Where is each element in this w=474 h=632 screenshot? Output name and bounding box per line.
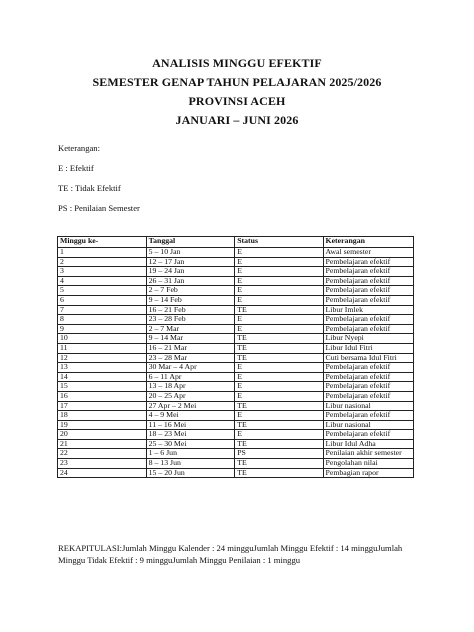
table-row bbox=[58, 334, 414, 344]
cell-date: 4 – 9 Mei bbox=[146, 411, 235, 421]
cell-note: Pembelajaran efektif bbox=[323, 295, 413, 305]
cell-note: Pembelajaran efektif bbox=[323, 324, 413, 334]
cell-week: 22 bbox=[58, 449, 147, 459]
header-status: Status bbox=[235, 237, 323, 248]
table-row bbox=[58, 363, 414, 373]
cell-note: Awal semester bbox=[323, 248, 413, 258]
legend-item-not-effective: TE : Tidak Efektif bbox=[58, 183, 121, 193]
cell-date: 16 – 21 Feb bbox=[146, 305, 235, 315]
cell-note: Pengolahan nilai bbox=[323, 459, 413, 469]
cell-date: 5 – 10 Jan bbox=[146, 248, 235, 258]
cell-status: E bbox=[235, 315, 323, 325]
cell-note: Libur nasional bbox=[323, 420, 413, 430]
cell-week: 19 bbox=[58, 420, 147, 430]
cell-status: E bbox=[235, 363, 323, 373]
document-title: ANALISIS MINGGU EFEKTIF bbox=[152, 56, 322, 70]
cell-status: E bbox=[235, 286, 323, 296]
legend-item-effective: E : Efektif bbox=[58, 163, 94, 173]
table-row bbox=[58, 468, 414, 478]
cell-status: TE bbox=[235, 468, 323, 478]
cell-note: Pembelajaran efektif bbox=[323, 267, 413, 277]
cell-week: 14 bbox=[58, 372, 147, 382]
cell-note: Pembelajaran efektif bbox=[323, 430, 413, 440]
cell-week: 17 bbox=[58, 401, 147, 411]
cell-note: Pembelajaran efektif bbox=[323, 391, 413, 401]
cell-week: 4 bbox=[58, 276, 147, 286]
cell-status: E bbox=[235, 430, 323, 440]
cell-date: 11 – 16 Mei bbox=[146, 420, 235, 430]
cell-week: 10 bbox=[58, 334, 147, 344]
cell-status: TE bbox=[235, 459, 323, 469]
cell-week: 23 bbox=[58, 459, 147, 469]
recap-summary: REKAPITULASI:Jumlah Minggu Kalender : 24 mingguJumlah Minggu Efektif : 14 mingguJumlah Minggu Tidak Efektif : 9 mingguJumlah Minggu Penilaian : 1 minggu bbox=[58, 543, 403, 565]
legend-heading: Keterangan: bbox=[58, 143, 100, 153]
cell-date: 13 – 18 Apr bbox=[146, 382, 235, 392]
cell-status: TE bbox=[235, 353, 323, 363]
cell-date: 16 – 21 Mar bbox=[146, 343, 235, 353]
cell-note: Pembelajaran efektif bbox=[323, 382, 413, 392]
table-row bbox=[58, 391, 414, 401]
cell-week: 11 bbox=[58, 343, 147, 353]
cell-note: Pembelajaran efektif bbox=[323, 276, 413, 286]
cell-status: E bbox=[235, 411, 323, 421]
cell-week: 15 bbox=[58, 382, 147, 392]
table-row bbox=[58, 248, 414, 258]
cell-week: 2 bbox=[58, 257, 147, 267]
table-row bbox=[58, 267, 414, 277]
cell-date: 30 Mar – 4 Apr bbox=[146, 363, 235, 373]
cell-status: E bbox=[235, 372, 323, 382]
cell-status: PS bbox=[235, 449, 323, 459]
cell-note: Pembagian rapor bbox=[323, 468, 413, 478]
cell-status: E bbox=[235, 257, 323, 267]
cell-week: 20 bbox=[58, 430, 147, 440]
cell-week: 12 bbox=[58, 353, 147, 363]
legend-item-assessment: PS : Penilaian Semester bbox=[58, 203, 140, 213]
cell-date: 12 – 17 Jan bbox=[146, 257, 235, 267]
cell-status: E bbox=[235, 295, 323, 305]
document-subtitle-period: JANUARI – JUNI 2026 bbox=[175, 113, 299, 127]
cell-note: Pembelajaran efektif bbox=[323, 372, 413, 382]
table-row bbox=[58, 411, 414, 421]
cell-status: E bbox=[235, 391, 323, 401]
cell-date: 15 – 20 Jun bbox=[146, 468, 235, 478]
cell-date: 25 – 30 Mei bbox=[146, 439, 235, 449]
cell-week: 8 bbox=[58, 315, 147, 325]
cell-note: Libur Idul Adha bbox=[323, 439, 413, 449]
header-note: Keterangan bbox=[323, 237, 413, 248]
cell-date: 27 Apr – 2 Mei bbox=[146, 401, 235, 411]
table-row bbox=[58, 382, 414, 392]
cell-week: 18 bbox=[58, 411, 147, 421]
cell-note: Penilaian akhir semester bbox=[323, 449, 413, 459]
cell-date: 20 – 25 Apr bbox=[146, 391, 235, 401]
cell-week: 7 bbox=[58, 305, 147, 315]
cell-status: TE bbox=[235, 334, 323, 344]
header-date: Tanggal bbox=[146, 237, 235, 248]
cell-date: 1 – 6 Jun bbox=[146, 449, 235, 459]
cell-week: 6 bbox=[58, 295, 147, 305]
cell-note: Libur nasional bbox=[323, 401, 413, 411]
cell-date: 9 – 14 Mar bbox=[146, 334, 235, 344]
cell-status: TE bbox=[235, 343, 323, 353]
table-row bbox=[58, 315, 414, 325]
cell-date: 6 – 11 Apr bbox=[146, 372, 235, 382]
cell-week: 5 bbox=[58, 286, 147, 296]
cell-week: 3 bbox=[58, 267, 147, 277]
cell-date: 8 – 13 Jun bbox=[146, 459, 235, 469]
cell-status: TE bbox=[235, 305, 323, 315]
cell-note: Libur Imlek bbox=[323, 305, 413, 315]
table-row bbox=[58, 343, 414, 353]
cell-note: Pembelajaran efektif bbox=[323, 411, 413, 421]
cell-date: 2 – 7 Feb bbox=[146, 286, 235, 296]
cell-note: Pembelajaran efektif bbox=[323, 286, 413, 296]
cell-status: TE bbox=[235, 401, 323, 411]
cell-date: 9 – 14 Feb bbox=[146, 295, 235, 305]
cell-date: 19 – 24 Jan bbox=[146, 267, 235, 277]
cell-date: 23 – 28 Mar bbox=[146, 353, 235, 363]
document-title-block bbox=[0, 54, 474, 130]
cell-date: 23 – 28 Feb bbox=[146, 315, 235, 325]
cell-note: Pembelajaran efektif bbox=[323, 363, 413, 373]
table-row bbox=[58, 295, 414, 305]
cell-week: 9 bbox=[58, 324, 147, 334]
header-week: Minggu ke- bbox=[58, 237, 147, 248]
cell-date: 18 – 23 Mei bbox=[146, 430, 235, 440]
effective-week-table bbox=[57, 236, 414, 478]
cell-note: Libur Idul Fitri bbox=[323, 343, 413, 353]
cell-status: E bbox=[235, 324, 323, 334]
cell-week: 24 bbox=[58, 468, 147, 478]
document-subtitle-province: PROVINSI ACEH bbox=[188, 94, 286, 108]
cell-status: TE bbox=[235, 420, 323, 430]
cell-note: Pembelajaran efektif bbox=[323, 257, 413, 267]
cell-status: E bbox=[235, 382, 323, 392]
cell-status: E bbox=[235, 267, 323, 277]
cell-date: 2 – 7 Mar bbox=[146, 324, 235, 334]
cell-week: 21 bbox=[58, 439, 147, 449]
document-subtitle-semester: SEMESTER GENAP TAHUN PELAJARAN 2025/2026 bbox=[92, 75, 382, 89]
table-row bbox=[58, 459, 414, 469]
table-body bbox=[58, 248, 414, 478]
table-header-row bbox=[58, 237, 414, 248]
cell-week: 13 bbox=[58, 363, 147, 373]
cell-note: Libur Nyepi bbox=[323, 334, 413, 344]
legend bbox=[58, 142, 140, 222]
cell-status: E bbox=[235, 248, 323, 258]
cell-status: E bbox=[235, 276, 323, 286]
cell-week: 16 bbox=[58, 391, 147, 401]
cell-week: 1 bbox=[58, 248, 147, 258]
cell-date: 26 – 31 Jan bbox=[146, 276, 235, 286]
cell-note: Cuti bersama Idul Fitri bbox=[323, 353, 413, 363]
cell-note: Pembelajaran efektif bbox=[323, 315, 413, 325]
cell-status: TE bbox=[235, 439, 323, 449]
table-row bbox=[58, 430, 414, 440]
